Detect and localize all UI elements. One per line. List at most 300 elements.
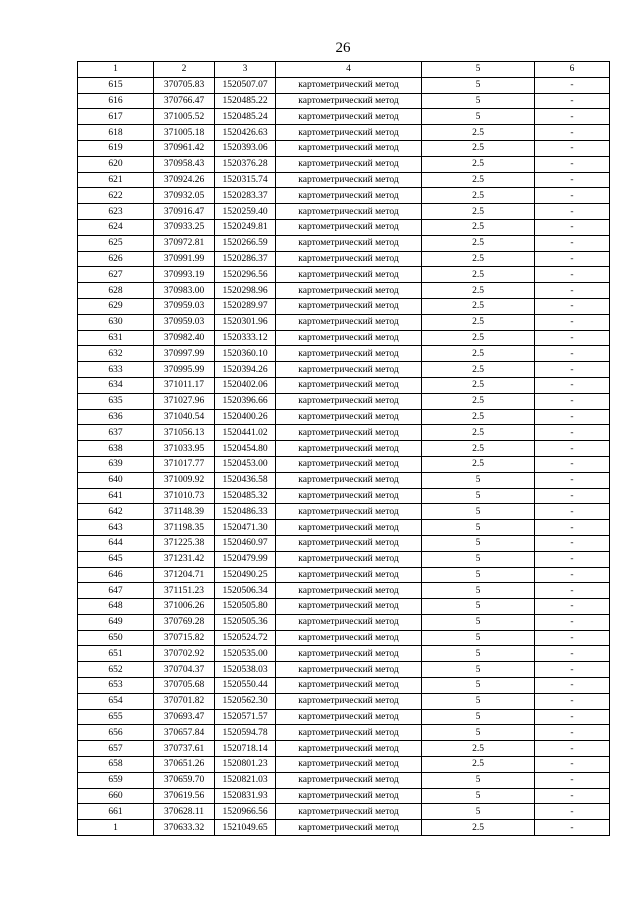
method-cell: картометрический метод	[276, 235, 422, 251]
description-cell: -	[535, 456, 610, 472]
y-coordinate-cell: 1520801.23	[215, 757, 276, 773]
table-row	[78, 678, 610, 694]
point-number-cell: 1	[78, 820, 154, 836]
point-number-cell: 644	[78, 535, 154, 551]
table-row	[78, 219, 610, 235]
table-row	[78, 409, 610, 425]
x-coordinate-cell: 370997.99	[154, 346, 215, 362]
x-coordinate-cell: 371148.39	[154, 504, 215, 520]
table-row	[78, 346, 610, 362]
y-coordinate-cell: 1520441.02	[215, 425, 276, 441]
method-cell: картометрический метод	[276, 646, 422, 662]
table-row	[78, 377, 610, 393]
description-cell: -	[535, 409, 610, 425]
x-coordinate-cell: 371017.77	[154, 456, 215, 472]
point-number-cell: 618	[78, 125, 154, 141]
x-coordinate-cell: 371040.54	[154, 409, 215, 425]
point-number-cell: 638	[78, 441, 154, 457]
table-row	[78, 109, 610, 125]
description-cell: -	[535, 204, 610, 220]
method-cell: картометрический метод	[276, 583, 422, 599]
y-coordinate-cell: 1520393.06	[215, 140, 276, 156]
description-cell: -	[535, 298, 610, 314]
method-cell: картометрический метод	[276, 693, 422, 709]
table-row	[78, 504, 610, 520]
description-cell: -	[535, 693, 610, 709]
x-coordinate-cell: 371027.96	[154, 393, 215, 409]
x-coordinate-cell: 370701.82	[154, 693, 215, 709]
description-cell: -	[535, 172, 610, 188]
description-cell: -	[535, 741, 610, 757]
x-coordinate-cell: 370769.28	[154, 614, 215, 630]
accuracy-cell: 2.5	[422, 741, 535, 757]
column-header-4: 4	[276, 62, 422, 78]
table-row	[78, 630, 610, 646]
method-cell: картометрический метод	[276, 662, 422, 678]
description-cell: -	[535, 757, 610, 773]
accuracy-cell: 2.5	[422, 235, 535, 251]
table-row	[78, 235, 610, 251]
description-cell: -	[535, 425, 610, 441]
point-number-cell: 617	[78, 109, 154, 125]
y-coordinate-cell: 1520505.36	[215, 614, 276, 630]
x-coordinate-cell: 371056.13	[154, 425, 215, 441]
accuracy-cell: 2.5	[422, 393, 535, 409]
method-cell: картометрический метод	[276, 330, 422, 346]
table-body	[78, 77, 610, 835]
table-row	[78, 757, 610, 773]
y-coordinate-cell: 1520426.63	[215, 125, 276, 141]
point-number-cell: 645	[78, 551, 154, 567]
description-cell: -	[535, 235, 610, 251]
table-row	[78, 551, 610, 567]
method-cell: картометрический метод	[276, 820, 422, 836]
x-coordinate-cell: 370924.26	[154, 172, 215, 188]
y-coordinate-cell: 1520562.30	[215, 693, 276, 709]
description-cell: -	[535, 93, 610, 109]
y-coordinate-cell: 1520286.37	[215, 251, 276, 267]
method-cell: картометрический метод	[276, 741, 422, 757]
point-number-cell: 659	[78, 772, 154, 788]
table-row	[78, 772, 610, 788]
accuracy-cell: 2.5	[422, 377, 535, 393]
x-coordinate-cell: 371204.71	[154, 567, 215, 583]
table-row	[78, 804, 610, 820]
method-cell: картометрический метод	[276, 267, 422, 283]
y-coordinate-cell: 1520471.30	[215, 520, 276, 536]
y-coordinate-cell: 1520249.81	[215, 219, 276, 235]
y-coordinate-cell: 1520259.40	[215, 204, 276, 220]
accuracy-cell: 5	[422, 709, 535, 725]
accuracy-cell: 5	[422, 77, 535, 93]
y-coordinate-cell: 1520396.66	[215, 393, 276, 409]
method-cell: картометрический метод	[276, 772, 422, 788]
table-row	[78, 599, 610, 615]
description-cell: -	[535, 772, 610, 788]
point-number-cell: 650	[78, 630, 154, 646]
description-cell: -	[535, 788, 610, 804]
table-row	[78, 283, 610, 299]
point-number-cell: 619	[78, 140, 154, 156]
x-coordinate-cell: 370993.19	[154, 267, 215, 283]
x-coordinate-cell: 370961.42	[154, 140, 215, 156]
y-coordinate-cell: 1520535.00	[215, 646, 276, 662]
description-cell: -	[535, 646, 610, 662]
method-cell: картометрический метод	[276, 520, 422, 536]
y-coordinate-cell: 1520966.56	[215, 804, 276, 820]
description-cell: -	[535, 804, 610, 820]
y-coordinate-cell: 1520821.03	[215, 772, 276, 788]
description-cell: -	[535, 140, 610, 156]
column-header-5: 5	[422, 62, 535, 78]
y-coordinate-cell: 1520376.28	[215, 156, 276, 172]
x-coordinate-cell: 370705.83	[154, 77, 215, 93]
method-cell: картометрический метод	[276, 298, 422, 314]
y-coordinate-cell: 1520453.00	[215, 456, 276, 472]
y-coordinate-cell: 1520333.12	[215, 330, 276, 346]
point-number-cell: 657	[78, 741, 154, 757]
x-coordinate-cell: 370972.81	[154, 235, 215, 251]
accuracy-cell: 5	[422, 567, 535, 583]
point-number-cell: 648	[78, 599, 154, 615]
y-coordinate-cell: 1520436.58	[215, 472, 276, 488]
accuracy-cell: 2.5	[422, 140, 535, 156]
method-cell: картометрический метод	[276, 346, 422, 362]
table-row	[78, 741, 610, 757]
page-number: 26	[335, 40, 351, 56]
y-coordinate-cell: 1520550.44	[215, 678, 276, 694]
x-coordinate-cell: 371151.23	[154, 583, 215, 599]
description-cell: -	[535, 488, 610, 504]
y-coordinate-cell: 1520460.97	[215, 535, 276, 551]
table-row	[78, 456, 610, 472]
method-cell: картометрический метод	[276, 472, 422, 488]
description-cell: -	[535, 551, 610, 567]
x-coordinate-cell: 371198.35	[154, 520, 215, 536]
accuracy-cell: 5	[422, 662, 535, 678]
y-coordinate-cell: 1520298.96	[215, 283, 276, 299]
description-cell: -	[535, 251, 610, 267]
x-coordinate-cell: 370982.40	[154, 330, 215, 346]
y-coordinate-cell: 1520360.10	[215, 346, 276, 362]
x-coordinate-cell: 370657.84	[154, 725, 215, 741]
method-cell: картометрический метод	[276, 630, 422, 646]
point-number-cell: 641	[78, 488, 154, 504]
accuracy-cell: 2.5	[422, 251, 535, 267]
point-number-cell: 647	[78, 583, 154, 599]
point-number-cell: 622	[78, 188, 154, 204]
table-row	[78, 820, 610, 836]
y-coordinate-cell: 1520486.33	[215, 504, 276, 520]
y-coordinate-cell: 1520485.32	[215, 488, 276, 504]
accuracy-cell: 2.5	[422, 125, 535, 141]
method-cell: картометрический метод	[276, 804, 422, 820]
accuracy-cell: 5	[422, 788, 535, 804]
x-coordinate-cell: 370766.47	[154, 93, 215, 109]
accuracy-cell: 2.5	[422, 156, 535, 172]
point-number-cell: 661	[78, 804, 154, 820]
x-coordinate-cell: 371231.42	[154, 551, 215, 567]
point-number-cell: 649	[78, 614, 154, 630]
accuracy-cell: 2.5	[422, 425, 535, 441]
x-coordinate-cell: 371006.26	[154, 599, 215, 615]
table-row	[78, 314, 610, 330]
method-cell: картометрический метод	[276, 535, 422, 551]
x-coordinate-cell: 370916.47	[154, 204, 215, 220]
point-number-cell: 639	[78, 456, 154, 472]
y-coordinate-cell: 1520289.97	[215, 298, 276, 314]
y-coordinate-cell: 1520296.56	[215, 267, 276, 283]
table-row	[78, 204, 610, 220]
table-row	[78, 251, 610, 267]
y-coordinate-cell: 1520507.07	[215, 77, 276, 93]
column-header-2: 2	[154, 62, 215, 78]
accuracy-cell: 5	[422, 472, 535, 488]
table-row	[78, 93, 610, 109]
y-coordinate-cell: 1520301.96	[215, 314, 276, 330]
accuracy-cell: 2.5	[422, 456, 535, 472]
x-coordinate-cell: 371225.38	[154, 535, 215, 551]
point-number-cell: 620	[78, 156, 154, 172]
point-number-cell: 643	[78, 520, 154, 536]
accuracy-cell: 2.5	[422, 330, 535, 346]
method-cell: картометрический метод	[276, 283, 422, 299]
accuracy-cell: 2.5	[422, 346, 535, 362]
description-cell: -	[535, 330, 610, 346]
point-number-cell: 633	[78, 362, 154, 378]
accuracy-cell: 5	[422, 678, 535, 694]
table-row	[78, 614, 610, 630]
y-coordinate-cell: 1520283.37	[215, 188, 276, 204]
table-row	[78, 520, 610, 536]
point-number-cell: 634	[78, 377, 154, 393]
x-coordinate-cell: 370619.56	[154, 788, 215, 804]
x-coordinate-cell: 371009.92	[154, 472, 215, 488]
accuracy-cell: 5	[422, 93, 535, 109]
accuracy-cell: 2.5	[422, 188, 535, 204]
method-cell: картометрический метод	[276, 788, 422, 804]
accuracy-cell: 5	[422, 630, 535, 646]
method-cell: картометрический метод	[276, 614, 422, 630]
method-cell: картометрический метод	[276, 140, 422, 156]
point-number-cell: 654	[78, 693, 154, 709]
y-coordinate-cell: 1520571.57	[215, 709, 276, 725]
point-number-cell: 642	[78, 504, 154, 520]
table-row	[78, 567, 610, 583]
table-row	[78, 140, 610, 156]
method-cell: картометрический метод	[276, 77, 422, 93]
description-cell: -	[535, 520, 610, 536]
point-number-cell: 626	[78, 251, 154, 267]
y-coordinate-cell: 1520594.78	[215, 725, 276, 741]
y-coordinate-cell: 1520394.26	[215, 362, 276, 378]
x-coordinate-cell: 370991.99	[154, 251, 215, 267]
method-cell: картометрический метод	[276, 551, 422, 567]
method-cell: картометрический метод	[276, 109, 422, 125]
description-cell: -	[535, 820, 610, 836]
point-number-cell: 621	[78, 172, 154, 188]
accuracy-cell: 2.5	[422, 283, 535, 299]
accuracy-cell: 5	[422, 551, 535, 567]
description-cell: -	[535, 441, 610, 457]
table-row	[78, 583, 610, 599]
y-coordinate-cell: 1520485.22	[215, 93, 276, 109]
description-cell: -	[535, 377, 610, 393]
description-cell: -	[535, 156, 610, 172]
method-cell: картометрический метод	[276, 125, 422, 141]
table-row	[78, 646, 610, 662]
description-cell: -	[535, 567, 610, 583]
method-cell: картометрический метод	[276, 188, 422, 204]
method-cell: картометрический метод	[276, 709, 422, 725]
description-cell: -	[535, 472, 610, 488]
table-row	[78, 362, 610, 378]
method-cell: картометрический метод	[276, 488, 422, 504]
point-number-cell: 623	[78, 204, 154, 220]
method-cell: картометрический метод	[276, 172, 422, 188]
accuracy-cell: 5	[422, 646, 535, 662]
method-cell: картометрический метод	[276, 504, 422, 520]
method-cell: картометрический метод	[276, 204, 422, 220]
description-cell: -	[535, 725, 610, 741]
x-coordinate-cell: 371011.17	[154, 377, 215, 393]
point-number-cell: 625	[78, 235, 154, 251]
table-row	[78, 535, 610, 551]
x-coordinate-cell: 370693.47	[154, 709, 215, 725]
method-cell: картометрический метод	[276, 425, 422, 441]
method-cell: картометрический метод	[276, 314, 422, 330]
accuracy-cell: 2.5	[422, 314, 535, 330]
table-row	[78, 425, 610, 441]
table-row	[78, 267, 610, 283]
accuracy-cell: 5	[422, 693, 535, 709]
table-row	[78, 125, 610, 141]
description-cell: -	[535, 346, 610, 362]
table-row	[78, 172, 610, 188]
x-coordinate-cell: 370715.82	[154, 630, 215, 646]
description-cell: -	[535, 535, 610, 551]
point-number-cell: 630	[78, 314, 154, 330]
x-coordinate-cell: 371033.95	[154, 441, 215, 457]
accuracy-cell: 2.5	[422, 172, 535, 188]
description-cell: -	[535, 662, 610, 678]
description-cell: -	[535, 362, 610, 378]
description-cell: -	[535, 599, 610, 615]
accuracy-cell: 5	[422, 488, 535, 504]
point-number-cell: 660	[78, 788, 154, 804]
coordinates-table	[77, 61, 610, 836]
accuracy-cell: 2.5	[422, 409, 535, 425]
accuracy-cell: 5	[422, 504, 535, 520]
x-coordinate-cell: 371005.18	[154, 125, 215, 141]
point-number-cell: 655	[78, 709, 154, 725]
table-row	[78, 788, 610, 804]
method-cell: картометрический метод	[276, 678, 422, 694]
accuracy-cell: 5	[422, 725, 535, 741]
description-cell: -	[535, 219, 610, 235]
accuracy-cell: 2.5	[422, 362, 535, 378]
y-coordinate-cell: 1520490.25	[215, 567, 276, 583]
y-coordinate-cell: 1520266.59	[215, 235, 276, 251]
y-coordinate-cell: 1520538.03	[215, 662, 276, 678]
method-cell: картометрический метод	[276, 156, 422, 172]
y-coordinate-cell: 1520524.72	[215, 630, 276, 646]
table-row	[78, 298, 610, 314]
accuracy-cell: 5	[422, 535, 535, 551]
accuracy-cell: 5	[422, 583, 535, 599]
point-number-cell: 631	[78, 330, 154, 346]
description-cell: -	[535, 709, 610, 725]
method-cell: картометрический метод	[276, 251, 422, 267]
method-cell: картометрический метод	[276, 567, 422, 583]
x-coordinate-cell: 370659.70	[154, 772, 215, 788]
method-cell: картометрический метод	[276, 393, 422, 409]
table-row	[78, 156, 610, 172]
x-coordinate-cell: 370932.05	[154, 188, 215, 204]
x-coordinate-cell: 370651.26	[154, 757, 215, 773]
table-row	[78, 393, 610, 409]
x-coordinate-cell: 370704.37	[154, 662, 215, 678]
table-row	[78, 662, 610, 678]
method-cell: картометрический метод	[276, 725, 422, 741]
description-cell: -	[535, 267, 610, 283]
point-number-cell: 652	[78, 662, 154, 678]
column-header-3: 3	[215, 62, 276, 78]
x-coordinate-cell: 371005.52	[154, 109, 215, 125]
point-number-cell: 624	[78, 219, 154, 235]
y-coordinate-cell: 1520831.93	[215, 788, 276, 804]
point-number-cell: 646	[78, 567, 154, 583]
description-cell: -	[535, 283, 610, 299]
x-coordinate-cell: 370933.25	[154, 219, 215, 235]
table-row	[78, 330, 610, 346]
x-coordinate-cell: 370628.11	[154, 804, 215, 820]
method-cell: картометрический метод	[276, 599, 422, 615]
x-coordinate-cell: 371010.73	[154, 488, 215, 504]
y-coordinate-cell: 1521049.65	[215, 820, 276, 836]
description-cell: -	[535, 504, 610, 520]
y-coordinate-cell: 1520506.34	[215, 583, 276, 599]
accuracy-cell: 2.5	[422, 219, 535, 235]
table-row	[78, 441, 610, 457]
point-number-cell: 616	[78, 93, 154, 109]
table-row	[78, 188, 610, 204]
method-cell: картометрический метод	[276, 219, 422, 235]
x-coordinate-cell: 370737.61	[154, 741, 215, 757]
accuracy-cell: 5	[422, 772, 535, 788]
accuracy-cell: 2.5	[422, 757, 535, 773]
x-coordinate-cell: 370959.03	[154, 314, 215, 330]
point-number-cell: 628	[78, 283, 154, 299]
method-cell: картометрический метод	[276, 456, 422, 472]
point-number-cell: 632	[78, 346, 154, 362]
accuracy-cell: 5	[422, 520, 535, 536]
method-cell: картометрический метод	[276, 93, 422, 109]
point-number-cell: 615	[78, 77, 154, 93]
y-coordinate-cell: 1520315.74	[215, 172, 276, 188]
y-coordinate-cell: 1520505.80	[215, 599, 276, 615]
x-coordinate-cell: 370958.43	[154, 156, 215, 172]
accuracy-cell: 2.5	[422, 267, 535, 283]
x-coordinate-cell: 370959.03	[154, 298, 215, 314]
point-number-cell: 629	[78, 298, 154, 314]
point-number-cell: 627	[78, 267, 154, 283]
y-coordinate-cell: 1520402.06	[215, 377, 276, 393]
description-cell: -	[535, 109, 610, 125]
table-row	[78, 725, 610, 741]
table-row	[78, 709, 610, 725]
accuracy-cell: 2.5	[422, 204, 535, 220]
